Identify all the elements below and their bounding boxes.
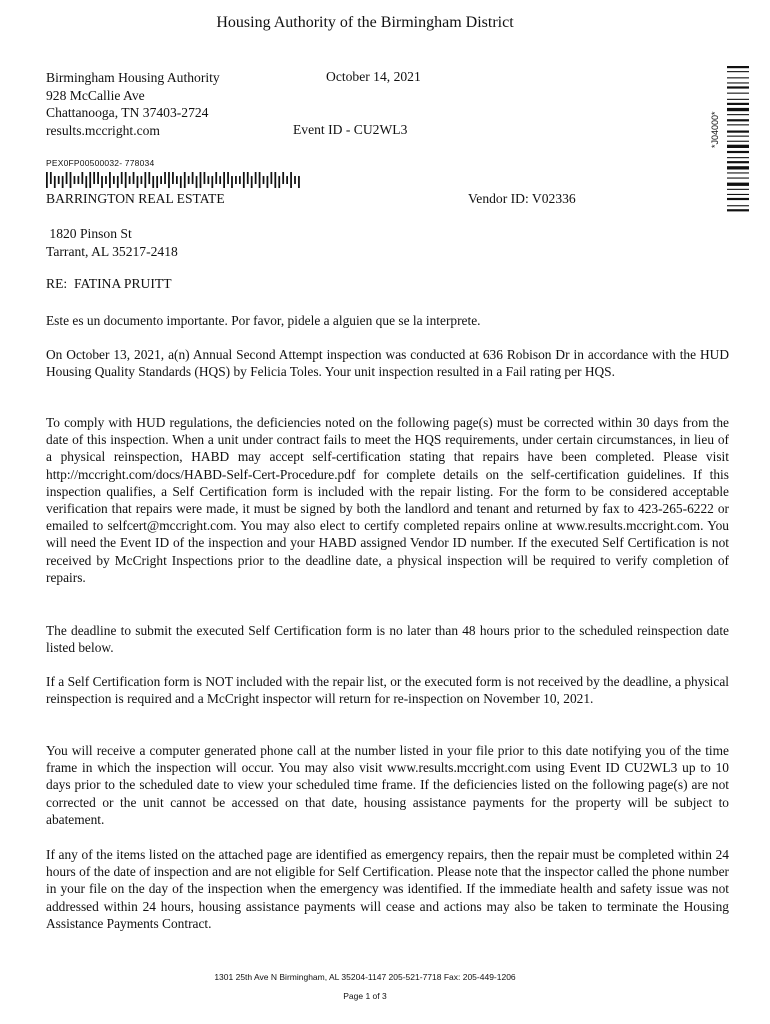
barcode-bar [727,136,749,137]
barcode-bar [727,161,749,163]
barcode-bar [129,176,131,184]
barcode-bar [727,71,749,72]
barcode-bar [204,172,206,184]
barcode-bar [93,172,95,184]
barcode-bar [58,176,60,184]
barcode-bar [141,176,143,184]
barcode-bar [727,145,749,148]
barcode-bar [727,209,749,211]
re-line: RE: FATINA PRUITT [46,276,172,291]
barcode-bar [278,176,280,188]
barcode-bar [184,172,186,188]
recipient-address [46,225,178,260]
barcode-bar [196,176,198,188]
barcode-bar [192,172,194,184]
barcode-bar [101,176,103,188]
barcode-bar [727,178,749,179]
barcode-bar [176,176,178,184]
side-code: *J04000* [710,111,720,148]
barcode-bar [164,172,166,184]
sender-website: results.mccright.com [46,122,161,138]
barcode-bar [113,176,115,184]
barcode-bar [727,119,749,121]
barcode-bar [727,166,749,169]
recipient-name: BARRINGTON REAL ESTATE [46,191,225,206]
letter-date: October 14, 2021 [326,69,421,84]
barcode-bar [62,176,64,188]
paragraph-phone-call: You will receive a computer generated phone call at the number listed in your file prior to this date notifying you of the time frame in which the inspection will occur. You may also visit www.results.mccright.com using Event ID CU2WL3 up to 10 days prior to the scheduled date to view your scheduled time frame. If the deficiencies listed on the following page(s) are not corrected or the unit cannot be accessed on that date, housing assistance payments for the property will be subject to abatement. [46,743,729,827]
barcode-bar [274,172,276,188]
barcode-bar [180,176,182,188]
barcode-bar [286,176,288,184]
barcode-bar [200,172,202,188]
barcode-bar [247,172,249,184]
paragraph-spanish-notice: Este es un documento importante. Por favor, pidele a alguien que se la interprete. [46,313,481,328]
barcode-bar [727,86,749,88]
barcode-bar [109,172,111,188]
barcode-bar [727,151,749,153]
barcode-bar [727,194,749,195]
barcode-bar [46,172,48,188]
barcode-bar [50,172,52,184]
paragraph-emergency-repairs: If any of the items listed on the attached page are identified as emergency repairs, then the repair must be completed within 24 hours of the date of inspection and are not eligible for Self Certification. Please note that the inspector called the phone number in your file on the day of the inspection when the emergency was identified. If the immediate health and safety issue was not addressed within 24 hours, housing assistance payments will cease and actions may also be taken to terminate the Housing Assistance Payments Contract. [46,847,729,931]
barcode-bar [243,172,245,188]
barcode-bar [298,176,300,188]
barcode-bar [188,176,190,184]
barcode-bar [117,176,119,188]
sender-address-block [46,69,220,139]
recipient-city: Tarrant, AL 35217-2418 [46,243,178,259]
barcode-bar [727,198,749,200]
barcode-bar [160,176,162,184]
barcode-bar [251,176,253,188]
barcode-bar [152,176,154,188]
barcode-bar [223,172,225,188]
barcode-bar [97,172,99,184]
barcode-bar [70,172,72,188]
barcode-bar [235,176,237,184]
barcode-bar [156,176,158,188]
barcode-bar [290,172,292,188]
page-number: Page 1 of 3 [343,991,387,1001]
barcode-bar [727,131,749,133]
barcode-bar [727,124,749,125]
paragraph-reinspection: If a Self Certification form is NOT included with the repair list, or the executed form is not received by the deadline, a physical reinspection is required and a McCright inspector will return for re-inspection on November 10, 2021. [46,674,729,707]
barcode-bar [727,66,749,68]
barcode-bar [727,99,749,100]
event-id: Event ID - CU2WL3 [293,122,408,137]
barcode-bar [74,176,76,184]
barcode-bar [727,93,749,94]
barcode-bar [215,172,217,184]
barcode-bar [727,103,749,105]
barcode-bar [259,172,261,188]
footer-address: 1301 25th Ave N Birmingham, AL 35204-1147 205-521-7718 Fax: 205-449-1206 [214,972,516,982]
barcode-bar [207,176,209,184]
barcode-bar [239,176,241,184]
barcode-bar [54,176,56,188]
barcode-bar [282,172,284,184]
barcode-bar [81,172,83,184]
barcode-bar [727,172,749,173]
barcode-bar [231,176,233,188]
paragraph-deadline: The deadline to submit the executed Self Certification form is no later than 48 hours prior to the scheduled reinspection date listed below. [46,623,729,656]
side-barcode [727,66,749,230]
barcode-bar [727,205,749,206]
barcode-bar [727,141,749,142]
barcode-bar [727,108,749,111]
sender-name: Birmingham Housing Authority [46,70,220,85]
barcode-bar [727,82,749,83]
mail-code: PEX0FP00500032- 778034 [46,158,155,168]
barcode-bar [125,172,127,188]
barcode-bar [66,172,68,184]
barcode-bar [211,176,213,188]
barcode-bar [172,172,174,184]
barcode-bar [144,172,146,188]
paragraph-self-certification: To comply with HUD regulations, the deficiencies noted on the following page(s) must be corrected within 30 days from the date of this inspection. When a unit under contract fails to meet the HQS requirements, under certain circumstances, in lieu of a physical reinspection, HABD may accept self-certification stating that repairs have been completed. Please visit http://mccright.com/docs/HABD-Self-Cert-Procedure.pdf for complete details on the self-certification guidelines. If this inspection qualifies, a Self Certification form is included with the repair listing. For the form to be considered acceptable verification that repairs were made, it must be signed by both the landlord and tenant and returned by fax to 423-265-6222 or emailed to selfcert@mccright.com. You may also elect to certify completed repairs online at www.results.mccright.com. You will need the Event ID of the inspection and your HABD assigned Vendor ID number. If the executed Self Certification is not received by McCright Inspections prior to the deadline date, a physical inspection will be required to verify completion of repairs. [46,415,729,585]
barcode-bar [89,172,91,188]
barcode-bar [85,176,87,188]
barcode-bar [255,172,257,184]
barcode-bar [267,176,269,188]
barcode-bar [263,176,265,184]
barcode-bar [727,157,749,158]
paragraph-inspection-result: On October 13, 2021, a(n) Annual Second Attempt inspection was conducted at 636 Robison Dr in accordance with the HUD Housing Quality Standards (HQS) by Felicia Toles. Your unit inspection resulted in a Fail rating per HQS. [46,347,729,380]
recipient-street: 1820 Pinson St [46,226,132,241]
barcode-bar [727,114,749,115]
barcode-bar [727,189,749,190]
letterhead-title: Housing Authority of the Birmingham District [216,14,514,31]
barcode-bar [133,172,135,184]
barcode-bar [270,172,272,184]
barcode-bar [168,172,170,188]
sender-street: 928 McCallie Ave [46,87,145,103]
postal-barcode [46,172,302,188]
barcode-bar [137,176,139,188]
barcode-bar [294,176,296,184]
barcode-bar [105,176,107,184]
barcode-bar [727,183,749,186]
barcode-bar [148,172,150,184]
sender-city: Chattanooga, TN 37403-2724 [46,105,209,120]
barcode-bar [227,172,229,184]
barcode-bar [219,176,221,184]
barcode-bar [78,176,80,184]
barcode-bar [121,172,123,184]
barcode-bar [727,77,749,78]
vendor-id: Vendor ID: V02336 [468,191,576,206]
